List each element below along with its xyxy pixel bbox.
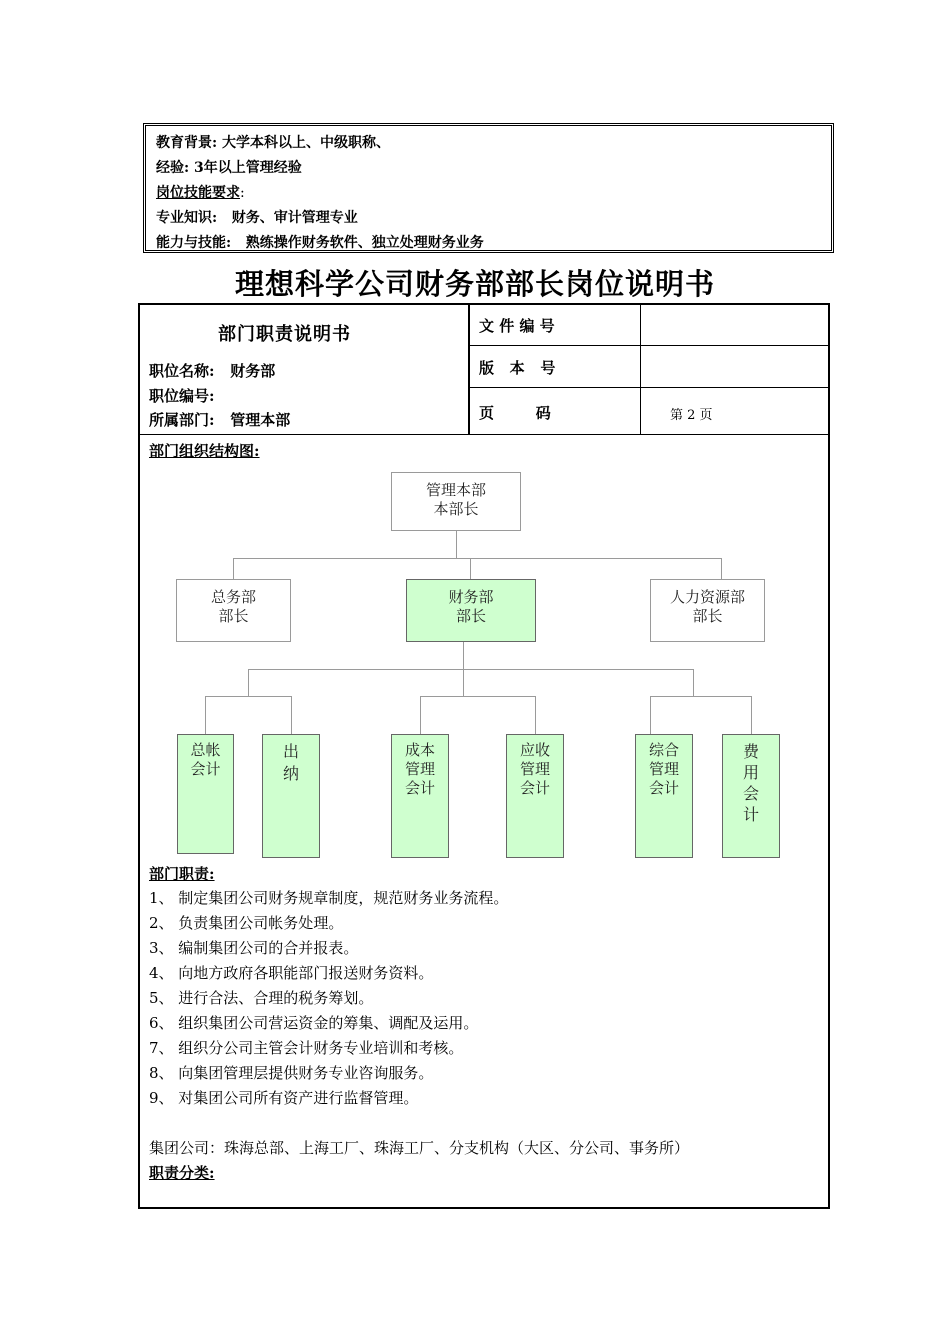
knowledge-line: 专业知识: 财务、审计管理专业 [156, 210, 358, 226]
experience-line: 经验: 3年以上管理经验 [156, 160, 302, 176]
duty-item: 4、 向地方政府各职能部门报送财务资料。 [149, 964, 434, 982]
department-field [149, 409, 290, 430]
position-name-field [149, 360, 275, 381]
connector [463, 642, 464, 669]
skills-label: 岗位技能要求 [156, 185, 240, 201]
org-node-top-label: 管理本部 本部长 [425, 481, 486, 518]
knowledge-label: 专业知识 [156, 210, 212, 226]
org-node-label: 出 纳 [282, 742, 299, 783]
document-title: 理想科学公司财务部部长岗位说明书 [234, 267, 715, 301]
org-chart-title: 部门组织结构图: [149, 442, 260, 460]
skills-suffix: : [240, 185, 245, 201]
education-value: 大学本科以上、中级职称、 [222, 135, 391, 151]
org-node-hr [650, 579, 765, 642]
connector [721, 558, 722, 580]
org-node-top [391, 472, 521, 531]
experience-value: 3年以上管理经验 [194, 160, 302, 176]
connector [456, 531, 457, 558]
classification-title: 职责分类: [149, 1164, 215, 1182]
duties-title: 部门职责: [149, 865, 215, 883]
connector [233, 558, 234, 580]
ability-label: 能力与技能 [156, 235, 226, 251]
ability-line: 能力与技能: 熟练操作财务软件、独立处理财务业务 [156, 235, 484, 251]
org-node-label: 人力资源部 部长 [669, 588, 745, 625]
org-node-general-affairs [176, 579, 291, 642]
requirements-box [143, 123, 834, 253]
org-node-label: 总务部 部长 [210, 588, 256, 625]
education-line: 教育背景: 大学本科以上、中级职称、 [156, 135, 391, 151]
org-node-receivables-accounting [506, 734, 564, 858]
meta-col-divider [640, 304, 641, 434]
position-code-field: 职位编号: [149, 387, 215, 405]
connector [650, 696, 651, 734]
org-node-general-ledger [177, 734, 234, 854]
org-node-label: 成本 管理 会计 [404, 741, 435, 797]
connector [751, 696, 752, 734]
org-node-cost-accounting [391, 734, 449, 858]
department-label: 所属部门: [149, 411, 215, 429]
connector [248, 669, 249, 696]
skills-line [156, 182, 245, 202]
connector [535, 696, 536, 734]
org-node-label: 财务部 部长 [448, 588, 494, 625]
department-value: 管理本部 [230, 411, 291, 429]
connector [205, 696, 291, 697]
org-node-general-management-accounting [635, 734, 693, 858]
meta-row-rule-1 [469, 345, 829, 346]
org-node-label: 综合 管理 会计 [648, 741, 679, 797]
connector [420, 696, 535, 697]
version-label: 版 本 号 [479, 359, 556, 377]
position-name-value: 财务部 [230, 362, 276, 380]
connector [463, 669, 464, 696]
knowledge-value: 财务、审计管理专业 [231, 210, 358, 226]
org-node-label: 总帐 会计 [190, 741, 221, 778]
connector [470, 558, 471, 580]
connector [205, 696, 206, 734]
duty-item: 6、 组织集团公司营运资金的筹集、调配及运用。 [149, 1014, 479, 1032]
ability-value: 熟练操作财务软件、独立处理财务业务 [245, 235, 484, 251]
page-label: 页 码 [479, 404, 551, 422]
group-note: 集团公司：珠海总部、上海工厂、珠海工厂、分支机构（大区、分公司、事务所） [149, 1139, 690, 1157]
org-node-finance [406, 579, 536, 642]
org-node-expense-accounting [722, 734, 780, 858]
org-node-label: 费 用 会 计 [742, 742, 759, 824]
duty-item: 7、 组织分公司主管会计财务专业培训和考核。 [149, 1039, 464, 1057]
connector [693, 669, 694, 696]
experience-label: 经验 [156, 160, 184, 176]
connector [420, 696, 421, 734]
connector [248, 669, 693, 670]
header-bottom-rule [139, 434, 829, 435]
duty-item: 8、 向集团管理层提供财务专业咨询服务。 [149, 1064, 434, 1082]
page-value: 第 2 页 [670, 408, 713, 423]
header-title: 部门职责说明书 [218, 324, 351, 345]
header-divider [468, 304, 470, 434]
duty-item: 1、 制定集团公司财务规章制度，规范财务业务流程。 [149, 889, 509, 907]
connector [291, 696, 292, 734]
duty-item: 2、 负责集团公司帐务处理。 [149, 914, 344, 932]
position-name-label: 职位名称: [149, 362, 215, 380]
duty-item: 5、 进行合法、合理的税务筹划。 [149, 989, 374, 1007]
file-number-label: 文 件 编 号 [479, 317, 555, 335]
meta-row-rule-2 [469, 387, 829, 388]
connector [233, 558, 722, 559]
connector [650, 696, 751, 697]
education-label: 教育背景 [156, 135, 212, 151]
duty-item: 9、 对集团公司所有资产进行监督管理。 [149, 1089, 419, 1107]
duty-item: 3、 编制集团公司的合并报表。 [149, 939, 359, 957]
org-node-label: 应收 管理 会计 [519, 741, 550, 797]
org-node-cashier [262, 734, 320, 858]
